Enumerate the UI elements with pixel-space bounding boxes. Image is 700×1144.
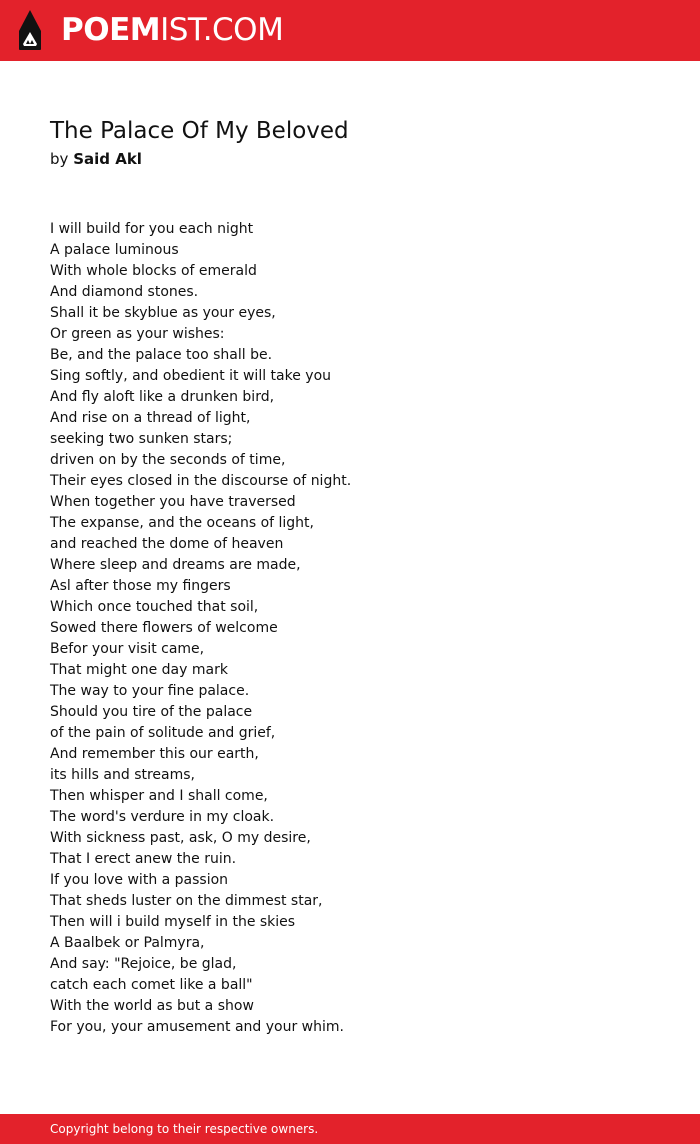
poem-line: Should you tire of the palace: [50, 704, 253, 720]
by-label: by: [50, 150, 69, 168]
poem-line: With sickness past, ask, O my desire,: [50, 830, 311, 846]
poem-line: Then will i build myself in the skies: [50, 914, 296, 930]
poem-line: catch each comet like a ball": [50, 977, 253, 993]
poem-line: And rise on a thread of light,: [50, 410, 251, 426]
poem-line: With the world as but a show: [50, 998, 254, 1014]
poem-line: Be, and the palace too shall be.: [50, 347, 273, 363]
poem-line: Where sleep and dreams are made,: [50, 557, 301, 573]
brand-bold-text: POEM: [61, 12, 161, 48]
poem-line: Asl after those my fingers: [50, 578, 231, 594]
site-footer: [0, 1114, 700, 1144]
poem-line: Or green as your wishes:: [50, 326, 225, 342]
poem-line: For you, your amusement and your whim.: [50, 1019, 344, 1035]
poem-author: Said Akl: [73, 150, 142, 168]
poem-line: With whole blocks of emerald: [50, 263, 257, 279]
poem-title: The Palace Of My Beloved: [50, 118, 349, 144]
poem-line: That sheds luster on the dimmest star,: [50, 893, 323, 909]
poem-line: The expanse, and the oceans of light,: [50, 515, 314, 531]
poem-line: Befor your visit came,: [50, 641, 205, 657]
poem-line: And fly aloft like a drunken bird,: [50, 389, 275, 405]
poem-line: of the pain of solitude and grief,: [50, 725, 276, 741]
poem-line: A palace luminous: [50, 242, 179, 258]
poem-line: I will build for you each night: [50, 221, 254, 237]
poem-line: Shall it be skyblue as your eyes,: [50, 305, 276, 321]
poem-line: And remember this our earth,: [50, 746, 259, 762]
copyright-text: Copyright belong to their respective owners.: [50, 1122, 319, 1136]
poem-line: And diamond stones.: [50, 284, 199, 300]
poem-body: [50, 219, 670, 1038]
poem-line: Sing softly, and obedient it will take you: [50, 368, 332, 384]
poem-line: And say: "Rejoice, be glad,: [50, 956, 237, 972]
poem-line: A Baalbek or Palmyra,: [50, 935, 205, 951]
poem-line: The way to your fine palace.: [50, 683, 250, 699]
poem-line: Which once touched that soil,: [50, 599, 259, 615]
site-logo[interactable]: [61, 11, 283, 49]
poem-byline: [50, 149, 142, 169]
poem-line: Sowed there flowers of welcome: [50, 620, 278, 636]
poem-line: seeking two sunken stars;: [50, 431, 233, 447]
pen-nib-icon[interactable]: [17, 9, 43, 51]
poem-line: When together you have traversed: [50, 494, 296, 510]
poem-line: its hills and streams,: [50, 767, 196, 783]
poem-line: driven on by the seconds of time,: [50, 452, 286, 468]
poem-line: The word's verdure in my cloak.: [50, 809, 275, 825]
poem-line: That I erect anew the ruin.: [50, 851, 237, 867]
poem-line: and reached the dome of heaven: [50, 536, 284, 552]
site-header: [0, 0, 700, 61]
brand-light-text: IST.COM: [160, 12, 284, 48]
poem-line: Then whisper and I shall come,: [50, 788, 268, 804]
poem-line: Their eyes closed in the discourse of night.: [50, 473, 352, 489]
poem-line: That might one day mark: [50, 662, 228, 678]
poem-line: If you love with a passion: [50, 872, 229, 888]
